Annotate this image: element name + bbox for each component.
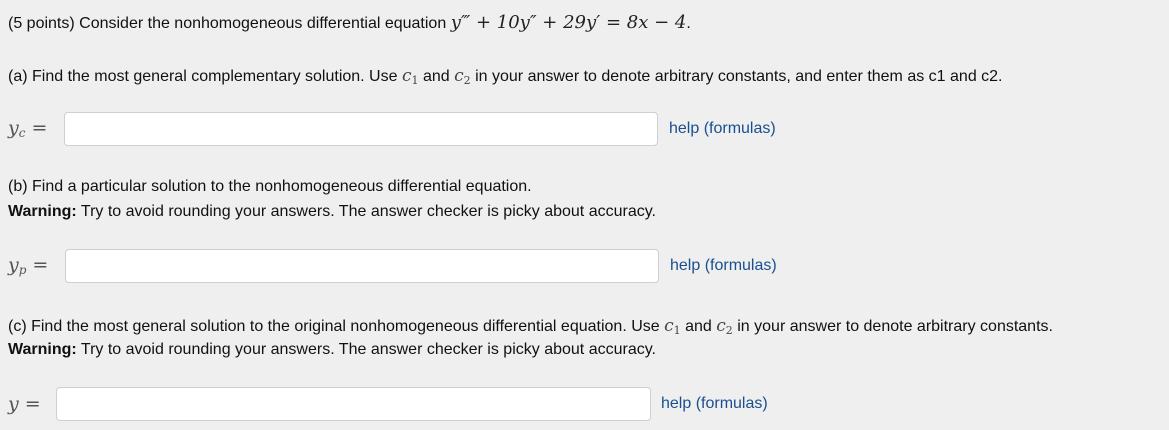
c1-symbol: $c_1$ [401,66,419,87]
intro-text: (5 points) Consider the nonhomogeneous differential equation [8,15,447,32]
yp-input[interactable] [65,249,659,283]
c2-symbol: $c_2$ [716,316,733,337]
help-formulas-link-b[interactable]: help (formulas) [670,257,777,274]
problem-intro [8,12,691,33]
intro-period: . [686,15,691,32]
intro-equation: y‴ + 10y″ + 29y′ = 8x − 4 [450,12,687,33]
part-b-prompt: (b) Find a particular solution to the nonhomogeneous differential equation. [8,178,532,195]
and-text: and [422,68,450,85]
part-a-prompt-start: (a) Find the most general complementary solution. Use [8,68,398,85]
and-text: and [685,318,712,335]
part-b-warning [8,203,656,221]
part-c-prompt-start: (c) Find the most general solution to the original nonhomogeneous differential equation. Use [8,318,660,335]
part-c-prompt-end: in your answer to denote arbitrary constants. [737,318,1053,335]
warning-text: Try to avoid rounding your answers. The answer checker is picky about accuracy. [80,341,656,358]
yp-label: $y_p$ = [8,254,49,277]
c2-symbol: $c_2$ [454,66,471,87]
y-label: y = [8,393,41,415]
warning-text: Try to avoid rounding your answers. The answer checker is picky about accuracy. [80,203,656,220]
warning-label: Warning: [8,341,77,358]
part-a-prompt [8,66,1003,87]
y-input[interactable] [56,387,651,421]
part-c-warning [8,341,656,359]
c1-symbol: $c_1$ [664,316,681,337]
warning-label: Warning: [8,203,77,220]
help-formulas-link-c[interactable]: help (formulas) [661,395,768,412]
yc-input[interactable] [64,112,658,146]
yc-label: $y_c$ = [8,117,48,140]
part-a-prompt-end: in your answer to denote arbitrary constants, and enter them as c1 and c2. [475,68,1003,85]
part-c-prompt [8,316,1053,337]
help-formulas-link-a[interactable]: help (formulas) [669,120,776,137]
